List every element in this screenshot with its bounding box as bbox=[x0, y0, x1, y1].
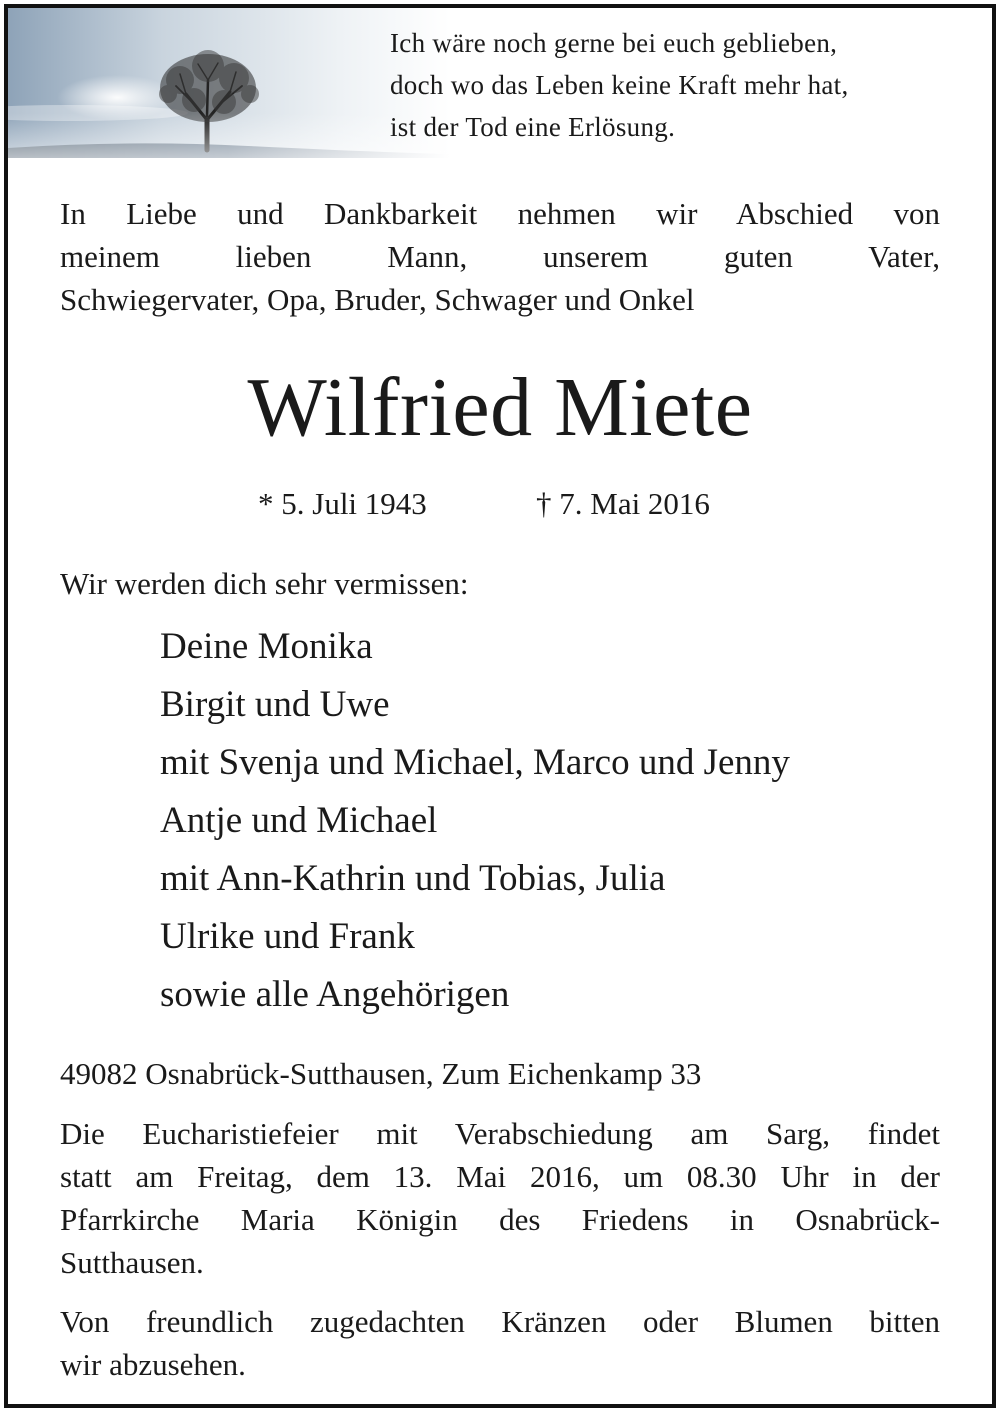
mourner-line: Deine Monika bbox=[160, 626, 373, 667]
mourner-line: Ulrike und Frank bbox=[160, 916, 415, 957]
flowers-line: Von freundlich zugedachten Kränzen oder Blumen bitten bbox=[60, 1304, 940, 1339]
service-line: statt am Freitag, dem 13. Mai 2016, um 08.30 Uhr in der bbox=[60, 1159, 940, 1194]
service-line: Sutthausen. bbox=[60, 1245, 204, 1280]
flowers-note bbox=[60, 1300, 940, 1386]
mourners-list bbox=[160, 618, 790, 1024]
mourner-line: Antje und Michael bbox=[160, 800, 438, 841]
mourner-line: mit Ann-Kathrin und Tobias, Julia bbox=[160, 858, 666, 899]
funeral-service-text bbox=[60, 1112, 940, 1284]
service-line: Pfarrkirche Maria Königin des Friedens in Osnabrück- bbox=[60, 1202, 940, 1237]
intro-line: In Liebe und Dankbarkeit nehmen wir Abschied von bbox=[60, 196, 940, 231]
birth-date: * 5. Juli 1943 bbox=[258, 486, 427, 521]
mourner-line: mit Svenja und Michael, Marco und Jenny bbox=[160, 742, 790, 783]
family-address: 49082 Osnabrück-Sutthausen, Zum Eichenkamp 33 bbox=[60, 1056, 702, 1091]
service-line: Die Eucharistiefeier mit Verabschiedung am Sarg, findet bbox=[60, 1116, 940, 1151]
intro-text bbox=[60, 192, 940, 321]
mourners-heading: Wir werden dich sehr vermissen: bbox=[60, 566, 469, 601]
quote-line: doch wo das Leben keine Kraft mehr hat, bbox=[390, 70, 849, 100]
mourner-line: Birgit und Uwe bbox=[160, 684, 390, 725]
life-dates bbox=[0, 482, 1000, 526]
deceased-name: Wilfried Miete bbox=[247, 361, 753, 454]
intro-line: Schwiegervater, Opa, Bruder, Schwager und Onkel bbox=[60, 282, 695, 317]
flowers-line: wir abzusehen. bbox=[60, 1347, 246, 1382]
death-date: † 7. Mai 2016 bbox=[536, 486, 710, 521]
quote bbox=[390, 22, 970, 148]
intro-line: meinem lieben Mann, unserem guten Vater, bbox=[60, 239, 940, 274]
tree-landscape-image bbox=[8, 8, 450, 158]
quote-line: Ich wäre noch gerne bei euch geblieben, bbox=[390, 28, 838, 58]
mourner-line: sowie alle Angehörigen bbox=[160, 974, 510, 1015]
quote-line: ist der Tod eine Erlösung. bbox=[390, 112, 676, 142]
